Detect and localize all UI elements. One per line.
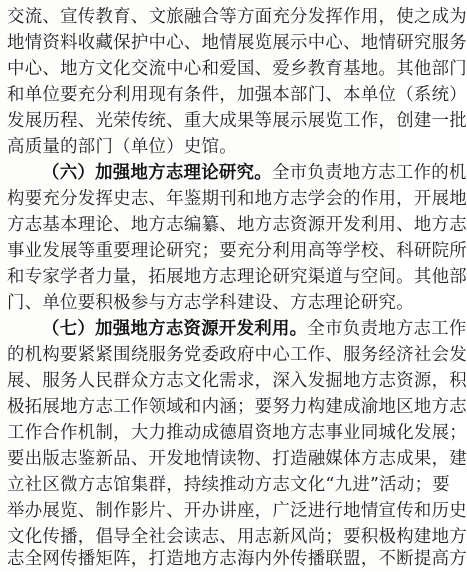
document-line: [7, 30, 467, 56]
line-text: 工作合作机制，大力推动成德眉资地方志事业同城化发展；: [7, 423, 467, 443]
line-text: 立社区微方志馆集群，持续推动方志文化“九进”活动；要: [7, 475, 450, 495]
line-text: 构要充分发挥史志、年鉴期刊和地方志学会的作用，开展地: [7, 189, 467, 209]
line-text: 全市负责地方志工作: [307, 319, 467, 339]
document-line: [7, 212, 467, 238]
line-text: 发展历程、光荣传统、重大成果等展示展览工作，创建一批: [7, 111, 467, 131]
document-line: [7, 546, 467, 572]
line-text: 高质量的部门（单位）史馆。: [7, 137, 237, 157]
document-line: [7, 472, 450, 498]
document-line: [7, 368, 467, 394]
document-line: [7, 238, 467, 264]
document-line: [7, 186, 467, 212]
line-text: 和单位要充分利用现有条件，加强本部门、本单位（系统）: [7, 85, 467, 105]
line-text: 门、单位要积极参与方志学科建设、方志理论研究。: [7, 293, 414, 313]
line-text: 展、服务人民群众方志文化需求，深入发掘地方志资源，积: [7, 371, 467, 391]
section-heading-line: [42, 160, 467, 186]
document-line: [7, 108, 467, 134]
line-text: 极拓展地方志工作领域和内涵；要努力构建成渝地区地方志: [7, 397, 467, 417]
document-line: [7, 342, 467, 368]
line-text: 举办展览、制作影片、开办讲座，广泛进行地情宣传和历史: [7, 501, 467, 521]
line-text: 方志基本理论、地方志编纂、地方志资源开发利用、地方志: [7, 215, 467, 235]
line-text: 的机构要紧紧围绕服务党委政府中心工作、服务经济社会发: [7, 345, 467, 365]
document-line: [7, 446, 467, 472]
line-text: 志全网传播矩阵，打造地方志海内外传播联盟，不断提高方: [7, 549, 467, 569]
document-line: [7, 56, 467, 82]
document-line: [7, 498, 467, 524]
document-line: [7, 290, 414, 316]
document-line: [7, 4, 467, 30]
document-line: [7, 264, 467, 290]
line-text: 交流、宣传教育、文旅融合等方面充分发挥作用，使之成为: [7, 7, 467, 27]
section-heading: （六）加强地方志理论研究。: [42, 163, 272, 183]
line-text: 地情资料收藏保护中心、地情展览展示中心、地情研究服务: [7, 33, 467, 53]
document-line: [7, 134, 237, 160]
document-line: [7, 420, 467, 446]
document-line: [7, 82, 467, 108]
line-text: 要出版志鉴新品、开发地情读物、打造融媒体方志成果，建: [7, 449, 467, 469]
document-line: [7, 394, 467, 420]
line-text: 和专家学者力量，拓展地方志理论研究渠道与空间。其他部: [7, 267, 467, 287]
section-heading: （七）加强地方志资源开发利用。: [42, 319, 308, 339]
line-text: 事业发展等重要理论研究；要充分利用高等学校、科研院所: [7, 241, 467, 261]
line-text: 文化传播，倡导全社会读志、用志新风尚；要积极构建地方: [7, 527, 467, 547]
line-text: 全市负责地方志工作的机: [271, 163, 467, 183]
section-heading-line: [42, 316, 467, 342]
line-text: 中心、地方文化交流中心和爱国、爱乡教育基地。其他部门: [7, 59, 467, 79]
